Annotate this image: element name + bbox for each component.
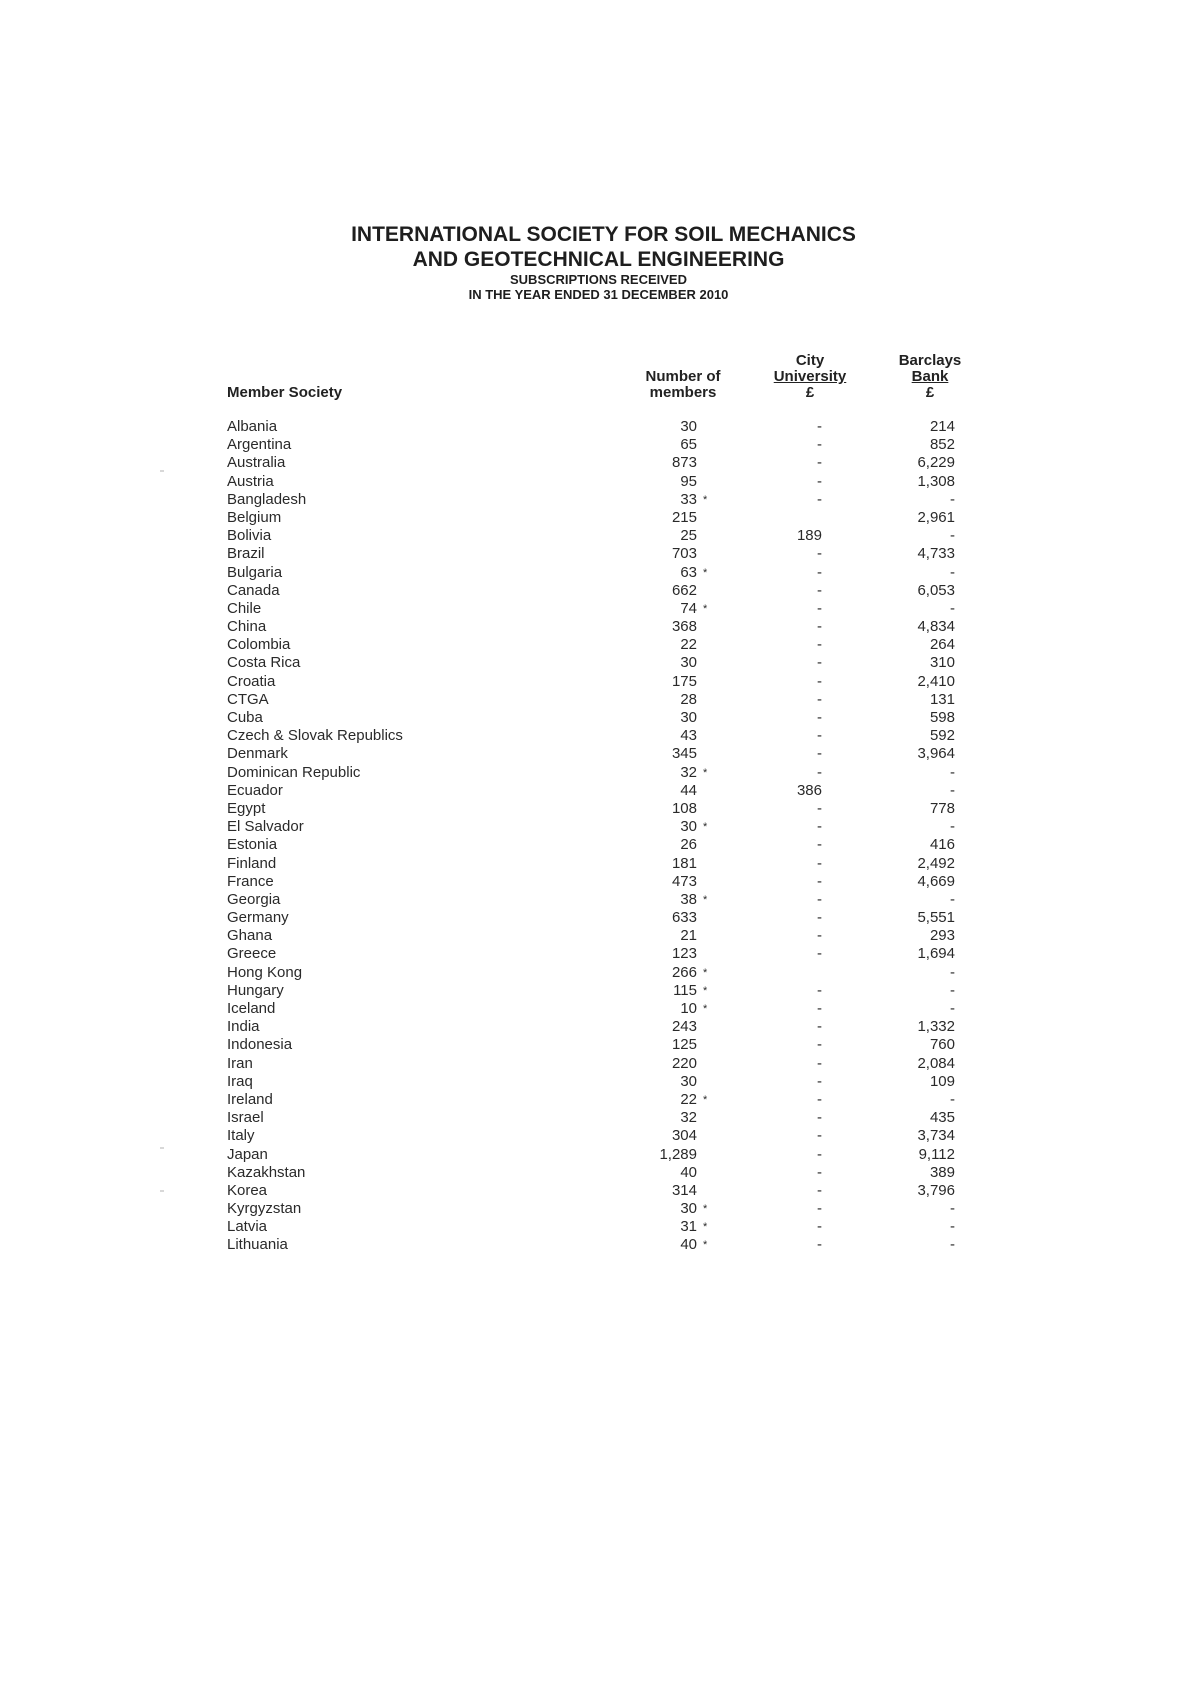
footnote-asterisk: * <box>703 493 708 506</box>
number-of-members-cell: 63 <box>680 563 697 581</box>
table-row <box>0 527 1197 545</box>
table-row <box>0 636 1197 654</box>
barclays-bank-amount-cell: - <box>950 1200 955 1218</box>
table-row <box>0 709 1197 727</box>
scan-speck <box>160 1190 164 1192</box>
barclays-bank-amount-cell: - <box>950 781 955 799</box>
table-row <box>0 1091 1197 1109</box>
footnote-asterisk: * <box>703 893 708 906</box>
footnote-asterisk: * <box>703 602 708 615</box>
member-society-cell: Denmark <box>227 745 288 763</box>
table-row <box>0 782 1197 800</box>
footnote-asterisk: * <box>703 766 708 779</box>
table-row <box>0 1000 1197 1018</box>
footnote-asterisk: * <box>703 1221 708 1234</box>
number-of-members-cell: 40 <box>680 1236 697 1254</box>
barclays-bank-amount-cell: - <box>950 563 955 581</box>
city-university-amount-cell: - <box>817 709 822 726</box>
table-row <box>0 1055 1197 1073</box>
header-city-currency: £ <box>805 384 815 401</box>
header-members-line-1: Number of <box>645 368 721 385</box>
table-row <box>0 436 1197 454</box>
member-society-cell: Finland <box>227 854 277 872</box>
city-university-amount-cell: - <box>817 545 822 563</box>
number-of-members-cell: 633 <box>671 909 697 927</box>
city-university-amount-cell: - <box>817 1000 822 1017</box>
member-society-cell: Belgium <box>227 508 282 526</box>
number-of-members-cell: 368 <box>671 618 697 636</box>
number-of-members-cell: 28 <box>680 690 697 708</box>
barclays-bank-amount-cell: 1,694 <box>917 945 955 963</box>
table-row <box>0 1182 1197 1200</box>
footnote-asterisk: * <box>703 1003 708 1015</box>
city-university-amount-cell: - <box>817 1072 822 1090</box>
barclays-bank-amount-cell: 1,332 <box>917 1018 955 1036</box>
table-row <box>0 945 1197 963</box>
number-of-members-cell: 181 <box>671 854 697 872</box>
barclays-bank-amount-cell: 416 <box>929 836 955 854</box>
city-university-amount-cell: - <box>817 1127 822 1145</box>
table-row <box>0 582 1197 600</box>
member-society-cell: Dominican Republic <box>227 763 361 781</box>
footnote-asterisk: * <box>703 821 708 834</box>
scan-speck <box>160 470 164 472</box>
barclays-bank-amount-cell: 435 <box>929 1109 955 1127</box>
footnote-asterisk: * <box>703 984 708 997</box>
barclays-bank-amount-cell: 389 <box>929 1163 955 1181</box>
barclays-bank-amount-cell: - <box>950 981 955 999</box>
city-university-amount-cell: - <box>817 1109 822 1127</box>
number-of-members-cell: 65 <box>680 436 697 454</box>
member-society-cell: Latvia <box>227 1218 268 1236</box>
number-of-members-cell: 22 <box>680 636 697 654</box>
table-row <box>0 673 1197 691</box>
city-university-amount-cell: - <box>817 1181 822 1199</box>
city-university-amount-cell: - <box>817 581 822 599</box>
member-society-cell: Cuba <box>227 709 263 726</box>
table-row <box>0 654 1197 672</box>
title-line-1: INTERNATIONAL SOCIETY FOR SOIL MECHANICS <box>351 223 856 246</box>
city-university-amount-cell: - <box>817 763 822 781</box>
city-university-amount-cell: - <box>817 727 822 745</box>
table-row <box>0 1218 1197 1236</box>
number-of-members-cell: 30 <box>680 1072 697 1090</box>
city-university-amount-cell: - <box>817 454 822 472</box>
number-of-members-cell: 32 <box>680 763 697 781</box>
barclays-bank-amount-cell: 214 <box>929 418 955 435</box>
barclays-bank-amount-cell: - <box>950 763 955 781</box>
barclays-bank-amount-cell: - <box>950 599 955 617</box>
number-of-members-cell: 10 <box>680 1000 697 1017</box>
barclays-bank-amount-cell: 760 <box>929 1036 955 1054</box>
member-society-cell: CTGA <box>227 690 269 708</box>
table-row <box>0 1200 1197 1218</box>
number-of-members-cell: 30 <box>680 709 697 726</box>
table-row <box>0 891 1197 909</box>
header-members-line-2: members <box>649 384 717 401</box>
table-row <box>0 964 1197 982</box>
table-row <box>0 764 1197 782</box>
member-society-cell: Iceland <box>227 1000 276 1017</box>
number-of-members-cell: 1,289 <box>659 1145 697 1163</box>
city-university-amount-cell: - <box>817 636 822 654</box>
footnote-asterisk: * <box>703 966 708 979</box>
header-bank-line-2: Bank <box>911 368 949 385</box>
barclays-bank-amount-cell: - <box>950 963 955 981</box>
member-society-cell: Czech & Slovak Republics <box>227 727 403 745</box>
city-university-amount-cell: - <box>817 1090 822 1108</box>
city-university-amount-cell: - <box>817 890 822 908</box>
city-university-amount-cell: - <box>817 1236 822 1254</box>
city-university-amount-cell: - <box>817 563 822 581</box>
city-university-amount-cell: - <box>817 1054 822 1072</box>
member-society-cell: Greece <box>227 945 277 963</box>
barclays-bank-amount-cell: - <box>950 1090 955 1108</box>
city-university-amount-cell: - <box>817 945 822 963</box>
city-university-amount-cell: - <box>817 981 822 999</box>
city-university-amount-cell: - <box>817 745 822 763</box>
city-university-amount-cell: - <box>817 1163 822 1181</box>
number-of-members-cell: 243 <box>671 1018 697 1036</box>
barclays-bank-amount-cell: 2,961 <box>917 508 955 526</box>
city-university-amount-cell: - <box>817 490 822 508</box>
city-university-amount-cell: - <box>817 854 822 872</box>
member-society-cell: Japan <box>227 1145 268 1163</box>
number-of-members-cell: 30 <box>680 654 697 672</box>
table-row <box>0 818 1197 836</box>
city-university-amount-cell: - <box>817 654 822 672</box>
number-of-members-cell: 22 <box>680 1090 697 1108</box>
table-row <box>0 691 1197 709</box>
member-society-cell: Hong Kong <box>227 963 303 981</box>
member-society-cell: Costa Rica <box>227 654 301 672</box>
table-row <box>0 1146 1197 1164</box>
city-university-amount-cell: 189 <box>796 527 822 545</box>
member-society-cell: India <box>227 1018 260 1036</box>
barclays-bank-amount-cell: 598 <box>929 709 955 726</box>
city-university-amount-cell: - <box>817 618 822 636</box>
city-university-amount-cell: - <box>817 690 822 708</box>
barclays-bank-amount-cell: 852 <box>929 436 955 454</box>
member-society-cell: Italy <box>227 1127 255 1145</box>
header-barclays-bank <box>875 353 985 401</box>
barclays-bank-amount-cell: 293 <box>929 927 955 945</box>
number-of-members-cell: 662 <box>671 581 697 599</box>
footnote-asterisk: * <box>703 1203 708 1216</box>
table-row <box>0 1109 1197 1127</box>
barclays-bank-amount-cell: 2,410 <box>917 672 955 690</box>
header-bank-currency: £ <box>925 384 935 401</box>
member-society-cell: Iran <box>227 1054 253 1072</box>
table-row <box>0 618 1197 636</box>
city-university-amount-cell: - <box>817 1218 822 1236</box>
number-of-members-cell: 30 <box>680 1200 697 1218</box>
header-city-line-2: University <box>773 368 847 385</box>
table-row <box>0 727 1197 745</box>
number-of-members-cell: 304 <box>671 1127 697 1145</box>
member-society-cell: Kazakhstan <box>227 1163 306 1181</box>
table-row <box>0 1127 1197 1145</box>
barclays-bank-amount-cell: - <box>950 890 955 908</box>
table-row <box>0 600 1197 618</box>
member-society-cell: Ecuador <box>227 781 283 799</box>
number-of-members-cell: 40 <box>680 1163 697 1181</box>
barclays-bank-amount-cell: 6,229 <box>917 454 955 472</box>
member-society-cell: France <box>227 872 274 890</box>
city-university-amount-cell: - <box>817 836 822 854</box>
number-of-members-cell: 108 <box>671 799 697 817</box>
table-row <box>0 418 1197 436</box>
barclays-bank-amount-cell: - <box>950 490 955 508</box>
table-row <box>0 491 1197 509</box>
member-society-cell: Germany <box>227 909 289 927</box>
member-society-cell: El Salvador <box>227 818 304 836</box>
number-of-members-cell: 873 <box>671 454 697 472</box>
number-of-members-cell: 345 <box>671 745 697 763</box>
table-row <box>0 1236 1197 1254</box>
number-of-members-cell: 30 <box>680 418 697 435</box>
scan-speck <box>160 1147 164 1149</box>
number-of-members-cell: 95 <box>680 472 697 490</box>
barclays-bank-amount-cell: 2,084 <box>917 1054 955 1072</box>
number-of-members-cell: 74 <box>680 599 697 617</box>
member-society-cell: Bangladesh <box>227 490 307 508</box>
city-university-amount-cell: - <box>817 1018 822 1036</box>
table-row <box>0 745 1197 763</box>
member-society-cell: Ghana <box>227 927 273 945</box>
table-row <box>0 982 1197 1000</box>
barclays-bank-amount-cell: - <box>950 818 955 836</box>
number-of-members-cell: 30 <box>680 818 697 836</box>
member-society-cell: Iraq <box>227 1072 253 1090</box>
table-row <box>0 1073 1197 1091</box>
member-society-cell: Bolivia <box>227 527 272 545</box>
barclays-bank-amount-cell: 4,834 <box>917 618 955 636</box>
city-university-amount-cell: - <box>817 872 822 890</box>
barclays-bank-amount-cell: 5,551 <box>917 909 955 927</box>
barclays-bank-amount-cell: 131 <box>929 690 955 708</box>
city-university-amount-cell: - <box>817 599 822 617</box>
city-university-amount-cell: - <box>817 1200 822 1218</box>
table-row <box>0 454 1197 472</box>
city-university-amount-cell: - <box>817 799 822 817</box>
number-of-members-cell: 473 <box>671 872 697 890</box>
barclays-bank-amount-cell: 2,492 <box>917 854 955 872</box>
barclays-bank-amount-cell: 4,669 <box>917 872 955 890</box>
city-university-amount-cell: - <box>817 927 822 945</box>
header-member-society: Member Society <box>227 384 343 401</box>
number-of-members-cell: 31 <box>680 1218 697 1236</box>
barclays-bank-amount-cell: 264 <box>929 636 955 654</box>
member-society-cell: Austria <box>227 472 274 490</box>
member-society-cell: Croatia <box>227 672 276 690</box>
member-society-cell: Kyrgyzstan <box>227 1200 302 1218</box>
city-university-amount-cell: 386 <box>796 781 822 799</box>
member-society-cell: Hungary <box>227 981 284 999</box>
barclays-bank-amount-cell: 3,734 <box>917 1127 955 1145</box>
subscriptions-table <box>0 418 1197 1255</box>
barclays-bank-amount-cell: 592 <box>929 727 955 745</box>
title-line-2: AND GEOTECHNICAL ENGINEERING <box>412 248 785 271</box>
subtitle-line-2: IN THE YEAR ENDED 31 DECEMBER 2010 <box>468 287 729 302</box>
table-row <box>0 1036 1197 1054</box>
header-number-of-members <box>628 369 738 401</box>
number-of-members-cell: 703 <box>671 545 697 563</box>
member-society-cell: Albania <box>227 418 278 435</box>
barclays-bank-amount-cell: 3,796 <box>917 1181 955 1199</box>
table-row <box>0 909 1197 927</box>
barclays-bank-amount-cell: 4,733 <box>917 545 955 563</box>
member-society-cell: Korea <box>227 1181 268 1199</box>
barclays-bank-amount-cell: - <box>950 527 955 545</box>
member-society-cell: Canada <box>227 581 280 599</box>
footnote-asterisk: * <box>703 566 708 579</box>
document-title-block <box>0 222 1197 302</box>
member-society-cell: Colombia <box>227 636 291 654</box>
barclays-bank-amount-cell: 9,112 <box>918 1145 955 1163</box>
city-university-amount-cell: - <box>817 1036 822 1054</box>
footnote-asterisk: * <box>703 1239 708 1252</box>
member-society-cell: China <box>227 618 267 636</box>
table-row <box>0 509 1197 527</box>
table-row <box>0 800 1197 818</box>
city-university-amount-cell: - <box>817 418 822 435</box>
city-university-amount-cell: - <box>817 672 822 690</box>
member-society-cell: Australia <box>227 454 286 472</box>
member-society-cell: Brazil <box>227 545 265 563</box>
member-society-cell: Ireland <box>227 1090 273 1108</box>
table-row <box>0 564 1197 582</box>
table-row <box>0 873 1197 891</box>
member-society-cell: Israel <box>227 1109 264 1127</box>
number-of-members-cell: 25 <box>680 527 697 545</box>
table-row <box>0 1164 1197 1182</box>
member-society-cell: Egypt <box>227 799 266 817</box>
number-of-members-cell: 26 <box>680 836 697 854</box>
number-of-members-cell: 33 <box>680 490 697 508</box>
member-society-cell: Bulgaria <box>227 563 283 581</box>
table-row <box>0 1018 1197 1036</box>
footnote-asterisk: * <box>703 1093 708 1106</box>
barclays-bank-amount-cell: 6,053 <box>917 581 955 599</box>
city-university-amount-cell: - <box>817 1145 822 1163</box>
city-university-amount-cell: - <box>817 818 822 836</box>
number-of-members-cell: 115 <box>673 981 697 999</box>
number-of-members-cell: 44 <box>680 781 697 799</box>
city-university-amount-cell: - <box>817 909 822 927</box>
table-row <box>0 545 1197 563</box>
barclays-bank-amount-cell: 3,964 <box>917 745 955 763</box>
header-bank-line-1: Barclays <box>898 352 962 369</box>
table-row <box>0 836 1197 854</box>
number-of-members-cell: 215 <box>671 508 697 526</box>
barclays-bank-amount-cell: - <box>950 1000 955 1017</box>
barclays-bank-amount-cell: 109 <box>929 1072 955 1090</box>
number-of-members-cell: 220 <box>671 1054 697 1072</box>
number-of-members-cell: 175 <box>671 672 697 690</box>
table-row <box>0 473 1197 491</box>
member-society-cell: Indonesia <box>227 1036 293 1054</box>
barclays-bank-amount-cell: 1,308 <box>917 472 955 490</box>
city-university-amount-cell: - <box>817 436 822 454</box>
table-row <box>0 927 1197 945</box>
member-society-cell: Chile <box>227 599 262 617</box>
member-society-cell: Georgia <box>227 890 281 908</box>
subtitle-line-1: SUBSCRIPTIONS RECEIVED <box>510 272 687 287</box>
barclays-bank-amount-cell: - <box>950 1218 955 1236</box>
number-of-members-cell: 123 <box>671 945 697 963</box>
number-of-members-cell: 21 <box>680 927 697 945</box>
number-of-members-cell: 38 <box>680 890 697 908</box>
barclays-bank-amount-cell: - <box>950 1236 955 1254</box>
table-row <box>0 855 1197 873</box>
number-of-members-cell: 43 <box>680 727 697 745</box>
number-of-members-cell: 314 <box>671 1181 697 1199</box>
header-city-line-1: City <box>795 352 825 369</box>
number-of-members-cell: 266 <box>671 963 697 981</box>
member-society-cell: Lithuania <box>227 1236 288 1254</box>
number-of-members-cell: 32 <box>680 1109 697 1127</box>
barclays-bank-amount-cell: 778 <box>929 799 955 817</box>
city-university-amount-cell: - <box>817 472 822 490</box>
member-society-cell: Estonia <box>227 836 278 854</box>
number-of-members-cell: 125 <box>671 1036 697 1054</box>
header-city-university <box>755 353 865 401</box>
barclays-bank-amount-cell: 310 <box>929 654 955 672</box>
member-society-cell: Argentina <box>227 436 292 454</box>
